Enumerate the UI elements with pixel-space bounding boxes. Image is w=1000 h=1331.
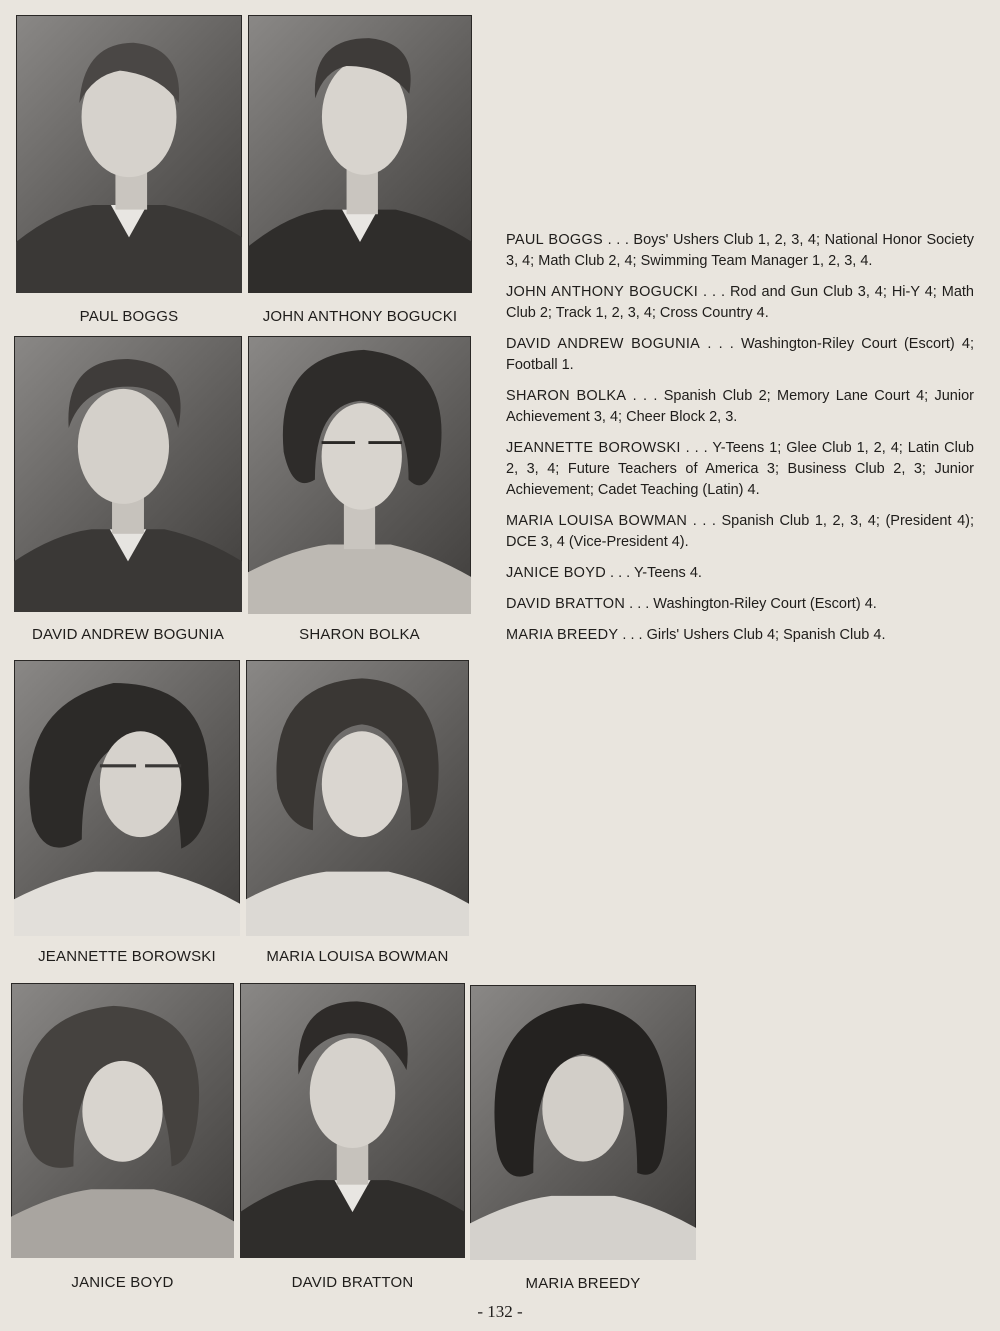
entry-name: MARIA BREEDY bbox=[506, 627, 619, 643]
activity-entry bbox=[506, 594, 974, 615]
entry-text: . . . Washington-Riley Court (Escort) 4; Football 1. bbox=[506, 336, 974, 373]
entry-name: JOHN ANTHONY BOGUCKI bbox=[506, 284, 699, 300]
activity-entry bbox=[506, 563, 974, 584]
entry-text: . . . Washington-Riley Court (Escort) 4. bbox=[625, 596, 877, 612]
entry-name: MARIA LOUISA BOWMAN bbox=[506, 513, 688, 529]
entry-text: . . . Boys' Ushers Club 1, 2, 3, 4; National Honor Society 3, 4; Math Club 2, 4; Swimming Team Manager 1, 2, 3, 4. bbox=[506, 232, 974, 269]
portrait-caption: JANICE BOYD bbox=[71, 1274, 174, 1291]
portrait-caption: SHARON BOLKA bbox=[299, 626, 420, 643]
entry-text: . . . Spanish Club 2; Memory Lane Court 4; Junior Achievement 3, 4; Cheer Block 2, 3. bbox=[506, 388, 974, 425]
portrait-photo bbox=[14, 336, 242, 612]
portrait-caption: MARIA BREEDY bbox=[525, 1275, 641, 1292]
portrait-caption: DAVID BRATTON bbox=[291, 1274, 414, 1291]
entry-name: DAVID ANDREW BOGUNIA bbox=[506, 336, 701, 352]
entry-text: . . . Girls' Ushers Club 4; Spanish Club 4. bbox=[618, 627, 886, 643]
entry-name: JEANNETTE BOROWSKI bbox=[506, 440, 681, 456]
activity-entry bbox=[506, 230, 974, 272]
portrait-photo bbox=[240, 983, 465, 1258]
portrait-photo bbox=[14, 660, 240, 936]
portrait-photo bbox=[248, 336, 471, 614]
portrait-photo bbox=[470, 985, 696, 1260]
portrait-photo bbox=[246, 660, 469, 936]
entry-name: PAUL BOGGS bbox=[506, 232, 604, 248]
activity-entry bbox=[506, 386, 974, 428]
entry-text: . . . Y-Teens 4. bbox=[606, 565, 702, 581]
activity-entry bbox=[506, 625, 974, 646]
portrait-photo bbox=[248, 15, 472, 293]
entry-text: . . . Y-Teens 1; Glee Club 1, 2, 4; Latin Club 2, 3, 4; Future Teachers of America 3; Business Club 2, 3; Junior Achievement; Cadet Teaching (Latin) 4. bbox=[506, 440, 974, 498]
portrait-caption: PAUL BOGGS bbox=[79, 308, 179, 325]
entry-name: SHARON BOLKA bbox=[506, 388, 627, 404]
portrait-caption: JEANNETTE BOROWSKI bbox=[38, 948, 216, 965]
activity-entry bbox=[506, 438, 974, 501]
portrait-caption: MARIA LOUISA BOWMAN bbox=[266, 948, 449, 965]
portrait-photo bbox=[16, 15, 242, 293]
portrait-caption: JOHN ANTHONY BOGUCKI bbox=[262, 308, 458, 325]
activity-entry bbox=[506, 282, 974, 324]
page-number: - 132 - bbox=[477, 1302, 523, 1321]
activities-list bbox=[506, 230, 974, 656]
portrait-caption: DAVID ANDREW BOGUNIA bbox=[31, 626, 225, 643]
entry-text: . . . Rod and Gun Club 3, 4; Hi-Y 4; Math Club 2; Track 1, 2, 3, 4; Cross Country 4. bbox=[506, 284, 974, 321]
portrait-photo bbox=[11, 983, 234, 1258]
entry-text: . . . Spanish Club 1, 2, 3, 4; (President 4); DCE 3, 4 (Vice-President 4). bbox=[506, 513, 975, 550]
activity-entry bbox=[506, 334, 974, 376]
activity-entry bbox=[506, 511, 974, 553]
entry-name: DAVID BRATTON bbox=[506, 596, 626, 612]
entry-name: JANICE BOYD bbox=[506, 565, 606, 581]
